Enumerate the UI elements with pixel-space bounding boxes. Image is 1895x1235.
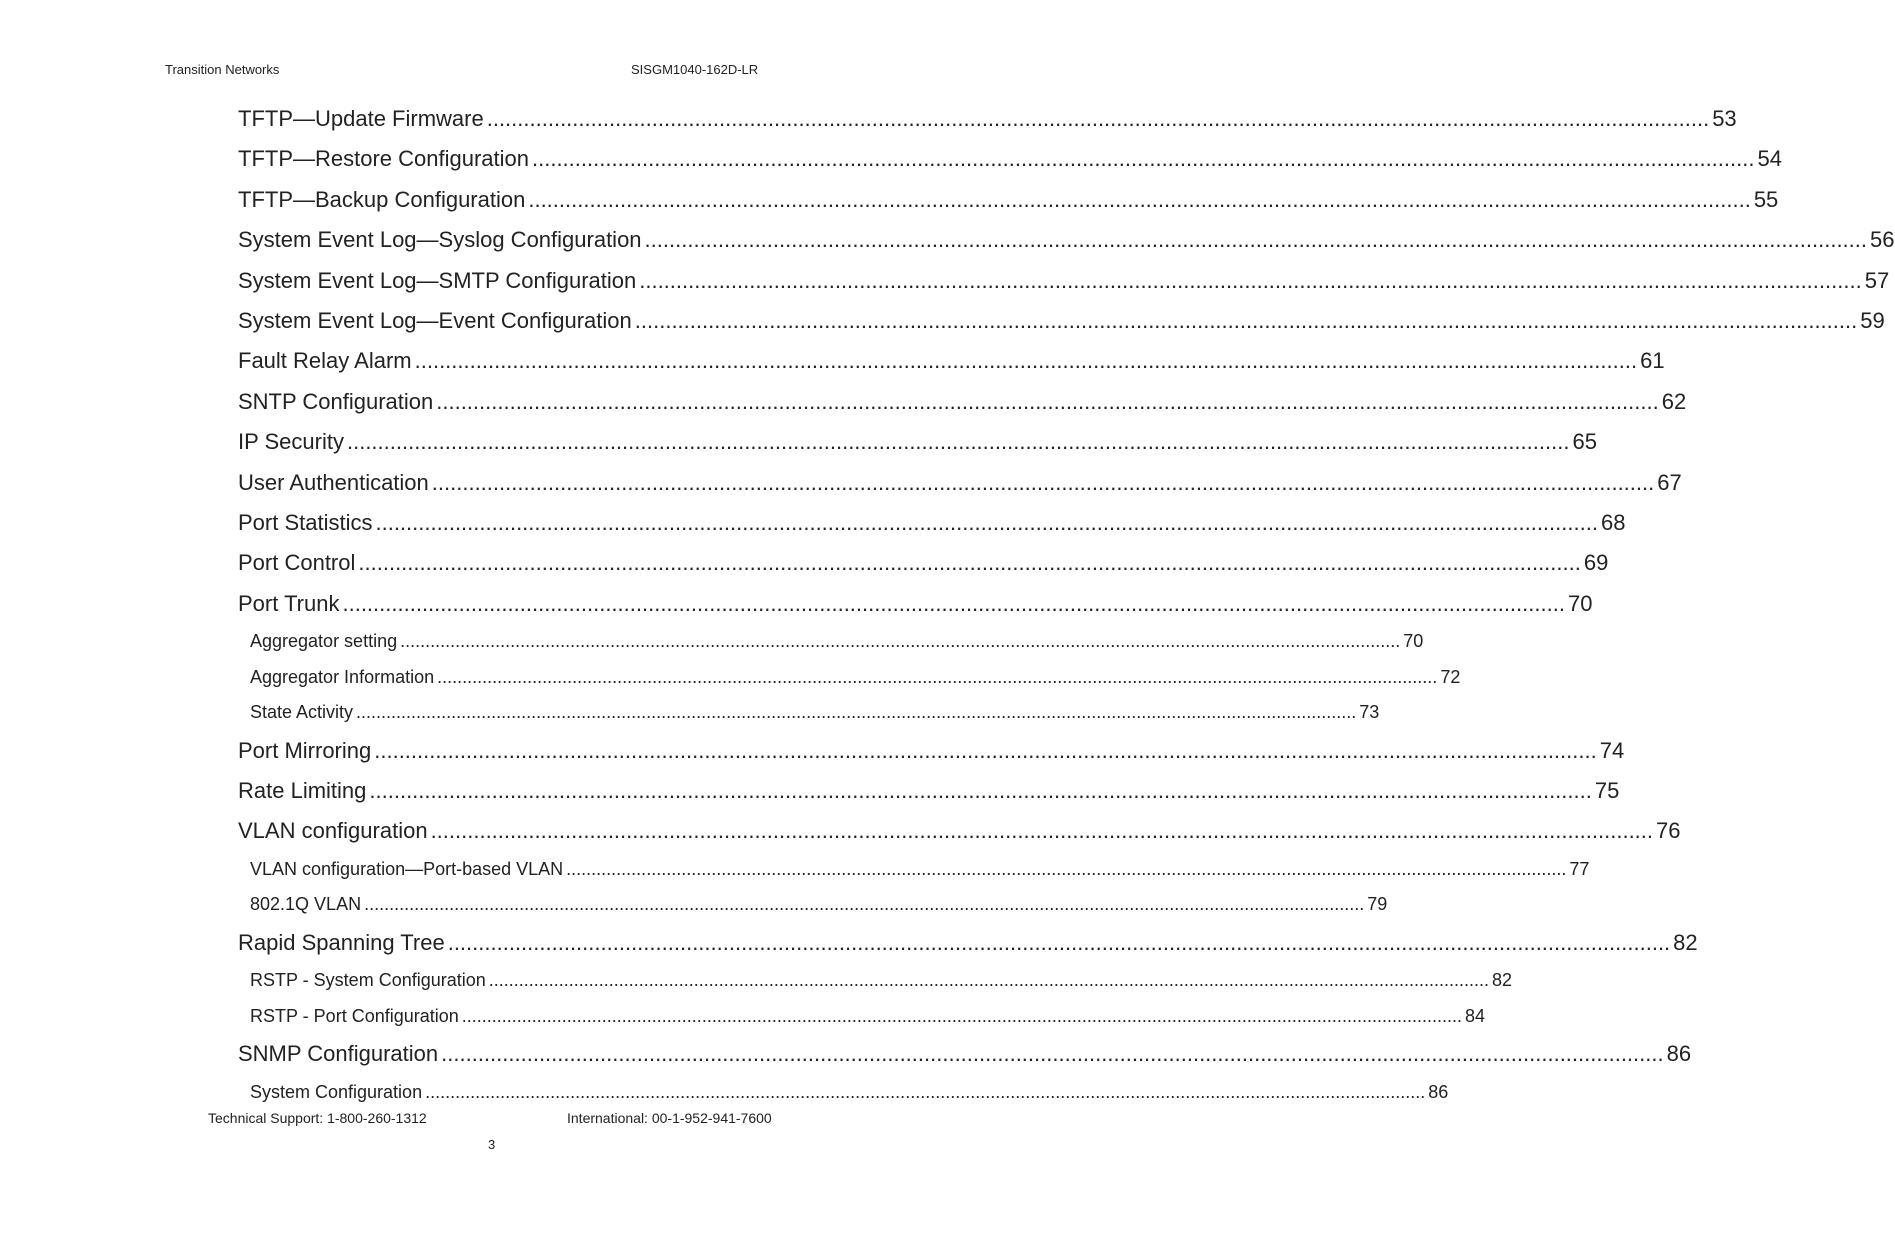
toc-entry[interactable] <box>238 463 1682 503</box>
toc-subentry[interactable] <box>238 999 1485 1035</box>
toc-entry-page: 68 <box>1600 509 1626 535</box>
toc-entry[interactable] <box>238 139 1782 179</box>
toc-entry[interactable] <box>238 503 1626 543</box>
toc-entry-page: 56 <box>1870 227 1895 253</box>
toc-dot-leader: ........................................................................................................................................................................................................ <box>644 227 1868 253</box>
toc-entry-page: 82 <box>1491 970 1512 991</box>
page-number: 3 <box>488 1137 496 1152</box>
toc-entry-page: 70 <box>1567 590 1593 616</box>
toc-entry-title: RSTP - Port Configuration <box>250 1005 459 1026</box>
toc-entry-title: Aggregator Information <box>250 666 435 687</box>
toc-entry-title: IP Security <box>238 429 344 455</box>
toc-entry[interactable] <box>238 382 1687 422</box>
toc-entry-page: 70 <box>1403 631 1424 652</box>
toc-entry[interactable] <box>238 771 1620 811</box>
toc-entry-page: 59 <box>1860 307 1885 333</box>
toc-entry-page: 62 <box>1661 388 1687 414</box>
toc-entry-title: RSTP - System Configuration <box>250 970 486 991</box>
toc-entry[interactable] <box>238 341 1665 381</box>
toc-entry[interactable] <box>238 301 1885 341</box>
toc-dot-leader: ........................................................................................................................................................................................................ <box>486 106 1710 131</box>
toc-subentry[interactable] <box>238 887 1388 923</box>
toc-dot-leader: ........................................................................................................................................................................................................ <box>374 737 1597 763</box>
toc-entry-title: Fault Relay Alarm <box>238 348 412 374</box>
toc-entry-title: Rate Limiting <box>238 777 367 803</box>
toc-subentry[interactable] <box>238 1075 1449 1111</box>
toc-dot-leader: ........................................................................................................................................................................................................ <box>436 388 1659 414</box>
toc-dot-leader: ........................................................................................................................................................................................................ <box>342 590 1565 616</box>
toc-entry-title: State Activity <box>250 702 354 723</box>
toc-dot-leader: ........................................................................................................................................................................................................ <box>431 469 1655 495</box>
toc-dot-leader: ........................................................................................................................................................................................................ <box>364 894 1365 915</box>
toc-entry-page: 65 <box>1572 429 1597 455</box>
toc-entry-page: 74 <box>1599 737 1625 763</box>
toc-entry-title: TFTP—Update Firmware <box>238 106 484 131</box>
running-header-company: Transition Networks <box>165 62 280 77</box>
toc-dot-leader: ........................................................................................................................................................................................................ <box>532 146 1755 172</box>
toc-entry-title: TFTP—Backup Configuration <box>238 186 526 212</box>
toc-entry-page: 79 <box>1367 894 1388 915</box>
toc-dot-leader: ........................................................................................................................................................................................................ <box>356 702 1357 723</box>
toc-entry-title: System Configuration <box>250 1081 423 1102</box>
footer-tech-support: Technical Support: 1-800-260-1312 <box>208 1110 427 1126</box>
toc-dot-leader: ........................................................................................................................................................................................................ <box>488 970 1489 991</box>
toc-entry-page: 77 <box>1569 858 1590 879</box>
toc-entry-title: TFTP—Restore Configuration <box>238 146 529 172</box>
toc-entry-title: User Authentication <box>238 469 429 495</box>
toc-dot-leader: ........................................................................................................................................................................................................ <box>369 777 1592 803</box>
toc-subentry[interactable] <box>238 963 1512 999</box>
toc-dot-leader: ........................................................................................................................................................................................................ <box>425 1081 1426 1102</box>
toc-subentry[interactable] <box>238 660 1461 696</box>
running-header-model: SISGM1040-162D-LR <box>631 62 759 77</box>
footer-international: International: 00-1-952-941-7600 <box>567 1110 772 1126</box>
toc-entry-title: System Event Log—Event Configuration <box>238 307 632 333</box>
toc-entry-page: 82 <box>1673 929 1698 955</box>
toc-dot-leader: ........................................................................................................................................................................................................ <box>639 267 1862 293</box>
table-of-contents <box>238 99 1895 1110</box>
toc-dot-leader: ........................................................................................................................................................................................................ <box>346 429 1570 455</box>
toc-dot-leader: ........................................................................................................................................................................................................ <box>400 631 1401 652</box>
toc-dot-leader: ........................................................................................................................................................................................................ <box>358 550 1581 576</box>
toc-dot-leader: ........................................................................................................................................................................................................ <box>634 307 1858 333</box>
toc-entry[interactable] <box>238 584 1593 624</box>
toc-entry-page: 75 <box>1594 777 1620 803</box>
toc-dot-leader: ........................................................................................................................................................................................................ <box>528 186 1751 212</box>
toc-entry[interactable] <box>238 731 1625 771</box>
toc-entry-page: 57 <box>1864 267 1890 293</box>
toc-entry-page: 86 <box>1428 1081 1449 1102</box>
toc-entry[interactable] <box>238 220 1895 260</box>
toc-dot-leader: ........................................................................................................................................................................................................ <box>566 858 1567 879</box>
toc-entry-title: Port Control <box>238 550 356 576</box>
toc-entry-page: 76 <box>1656 818 1681 844</box>
toc-dot-leader: ........................................................................................................................................................................................................ <box>461 1005 1462 1026</box>
toc-entry[interactable] <box>238 261 1890 301</box>
toc-entry-page: 86 <box>1666 1041 1692 1067</box>
toc-entry-title: Port Statistics <box>238 509 373 535</box>
toc-entry-page: 53 <box>1712 106 1737 131</box>
toc-dot-leader: ........................................................................................................................................................................................................ <box>437 666 1438 687</box>
toc-entry-title: 802.1Q VLAN <box>250 894 362 915</box>
toc-entry[interactable] <box>238 543 1609 583</box>
toc-subentry[interactable] <box>238 852 1590 888</box>
toc-entry-title: Aggregator setting <box>250 631 398 652</box>
toc-entry-title: Port Trunk <box>238 590 340 616</box>
toc-entry-page: 54 <box>1757 146 1782 172</box>
toc-entry[interactable] <box>238 811 1681 851</box>
toc-entry-page: 55 <box>1753 186 1779 212</box>
toc-entry-page: 69 <box>1583 550 1609 576</box>
toc-dot-leader: ........................................................................................................................................................................................................ <box>375 509 1598 535</box>
toc-entry-title: SNMP Configuration <box>238 1041 439 1067</box>
toc-entry-title: Port Mirroring <box>238 737 372 763</box>
toc-dot-leader: ........................................................................................................................................................................................................ <box>414 348 1638 374</box>
toc-entry-title: VLAN configuration—Port-based VLAN <box>250 858 564 879</box>
toc-dot-leader: ........................................................................................................................................................................................................ <box>441 1041 1664 1067</box>
toc-entry[interactable] <box>238 1034 1692 1074</box>
toc-entry[interactable] <box>238 923 1698 963</box>
toc-entry-page: 61 <box>1640 348 1665 374</box>
toc-entry-title: System Event Log—SMTP Configuration <box>238 267 637 293</box>
toc-entry-page: 84 <box>1464 1005 1485 1026</box>
toc-entry-page: 67 <box>1657 469 1682 495</box>
toc-entry-title: VLAN configuration <box>238 818 428 844</box>
toc-dot-leader: ........................................................................................................................................................................................................ <box>430 818 1654 844</box>
toc-entry-title: SNTP Configuration <box>238 388 434 414</box>
toc-entry[interactable] <box>238 422 1597 462</box>
toc-dot-leader: ........................................................................................................................................................................................................ <box>447 929 1671 955</box>
toc-subentry[interactable] <box>238 624 1424 660</box>
toc-entry-title: System Event Log—Syslog Configuration <box>238 227 642 253</box>
toc-entry[interactable] <box>238 180 1779 220</box>
toc-subentry[interactable] <box>238 695 1380 731</box>
toc-entry-page: 72 <box>1440 666 1461 687</box>
toc-entry-page: 73 <box>1359 702 1380 723</box>
toc-entry[interactable] <box>238 99 1737 139</box>
toc-entry-title: Rapid Spanning Tree <box>238 929 445 955</box>
